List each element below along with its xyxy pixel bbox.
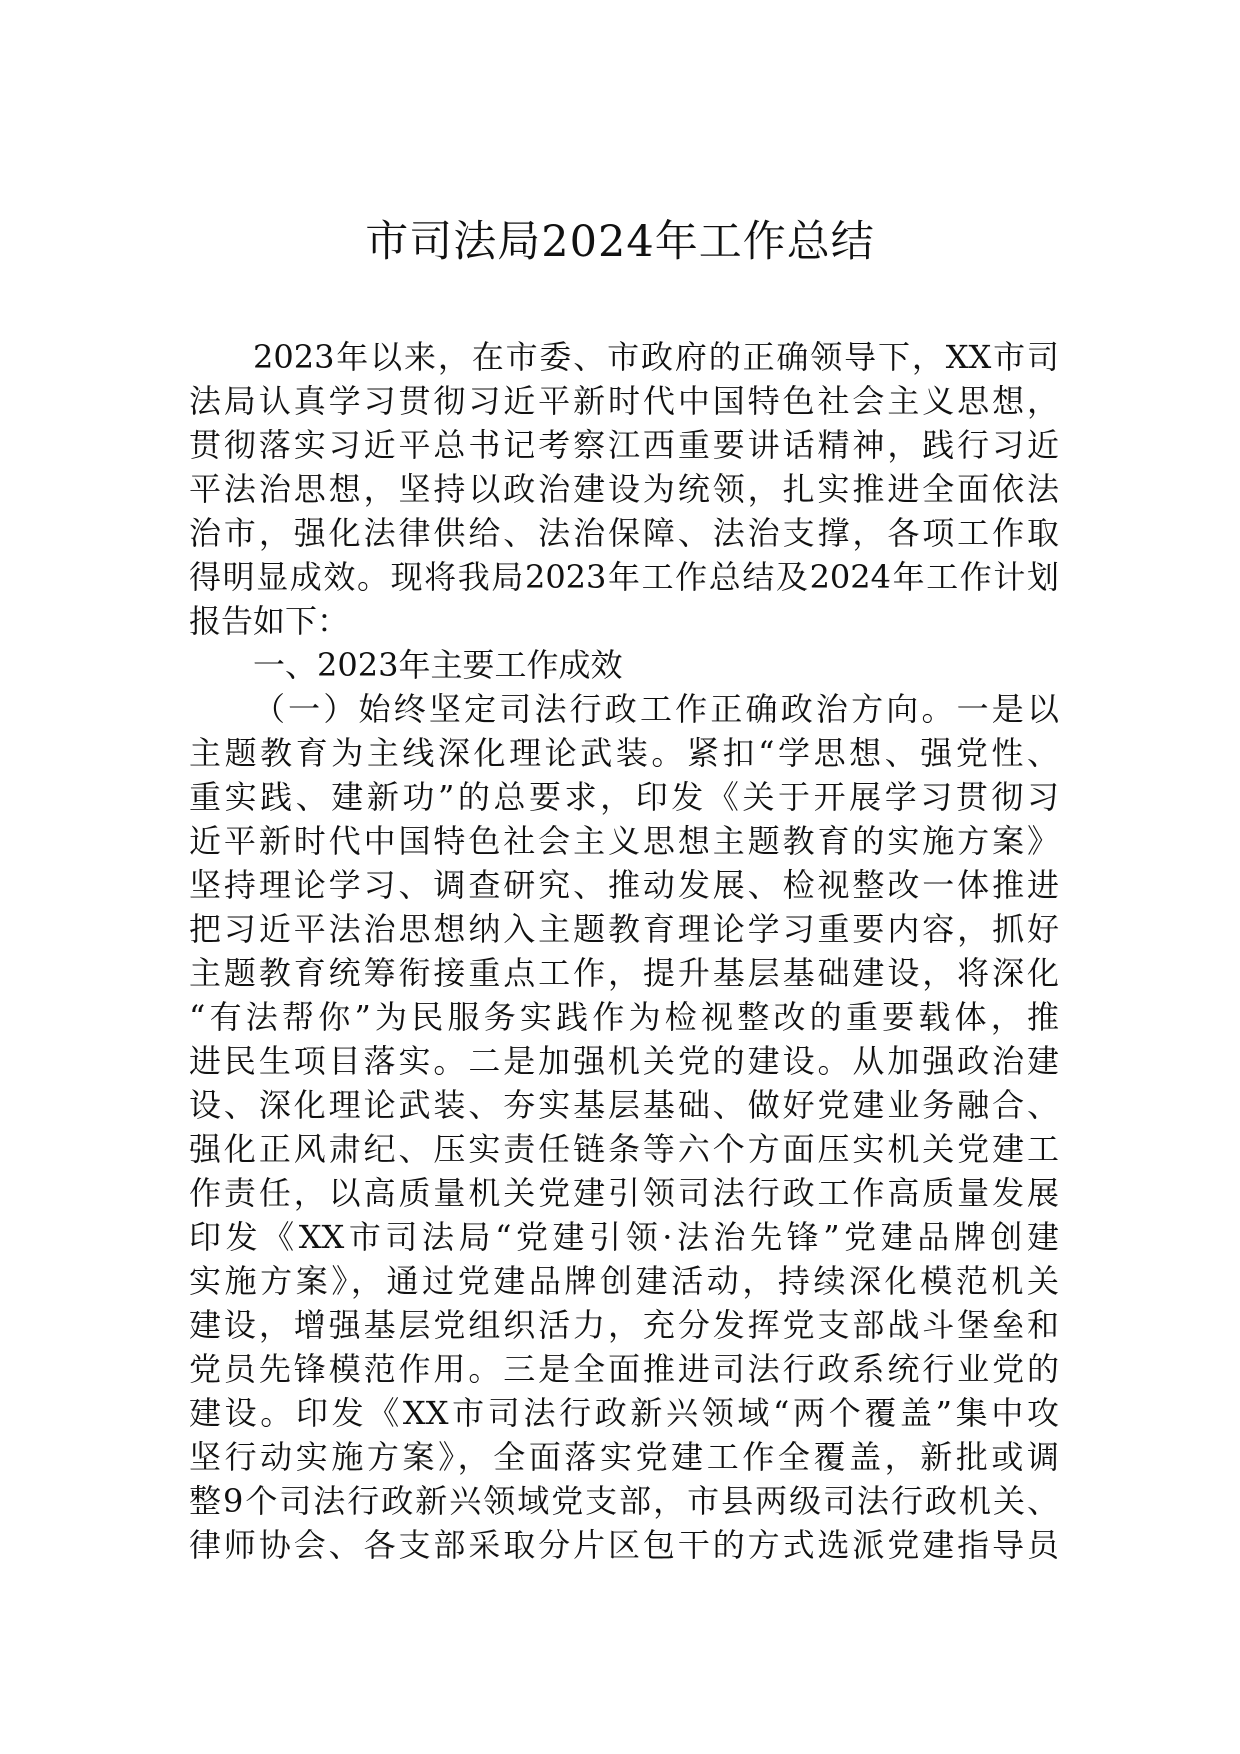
body-line: 作责任，以高质量机关党建引领司法行政工作高质量发展	[189, 1174, 1059, 1212]
body-line: 报告如下：	[189, 602, 350, 640]
document-title: 市司法局2024年工作总结	[365, 217, 875, 267]
body-line: 近平新时代中国特色社会主义思想主题教育的实施方案》	[189, 822, 1059, 860]
body-line: 法局认真学习贯彻习近平新时代中国特色社会主义思想，	[189, 382, 1059, 420]
body-line: 一、2023年主要工作成效	[253, 646, 623, 684]
body-line: 贯彻落实习近平总书记考察江西重要讲话精神，践行习近	[189, 426, 1059, 464]
body-line: 坚行动实施方案》，全面落实党建工作全覆盖，新批或调	[189, 1438, 1059, 1476]
body-line: 重实践、建新功”的总要求，印发《关于开展学习贯彻习	[189, 778, 1059, 816]
document-body	[189, 335, 1059, 1567]
body-line: “有法帮你”为民服务实践作为检视整改的重要载体，推	[189, 998, 1059, 1036]
body-line: 建设。印发《XX市司法行政新兴领域“两个覆盖”集中攻	[189, 1394, 1059, 1432]
body-line: 党员先锋模范作用。三是全面推进司法行政系统行业党的	[189, 1350, 1059, 1388]
body-line: 进民生项目落实。二是加强机关党的建设。从加强政治建	[189, 1042, 1059, 1080]
body-line: 治市，强化法律供给、法治保障、法治支撑，各项工作取	[189, 514, 1059, 552]
body-line: 律师协会、各支部采取分片区包干的方式选派党建指导员	[189, 1526, 1059, 1564]
body-line: 2023年以来，在市委、市政府的正确领导下，XX市司	[253, 338, 1059, 376]
body-line: 主题教育统筹衔接重点工作，提升基层基础建设，将深化	[189, 954, 1059, 992]
body-line: 得明显成效。现将我局2023年工作总结及2024年工作计划	[189, 558, 1059, 596]
body-line: 平法治思想，坚持以政治建设为统领，扎实推进全面依法	[189, 470, 1059, 508]
body-line: 实施方案》，通过党建品牌创建活动，持续深化模范机关	[189, 1262, 1059, 1300]
body-line: 坚持理论学习、调查研究、推动发展、检视整改一体推进	[189, 866, 1059, 904]
body-line: 主题教育为主线深化理论武装。紧扣“学思想、强党性、	[189, 734, 1059, 772]
body-line: 把习近平法治思想纳入主题教育理论学习重要内容，抓好	[189, 910, 1059, 948]
body-line: 建设，增强基层党组织活力，充分发挥党支部战斗堡垒和	[189, 1306, 1059, 1344]
body-line: 强化正风肃纪、压实责任链条等六个方面压实机关党建工	[189, 1130, 1059, 1168]
body-line: （一）始终坚定司法行政工作正确政治方向。一是以	[253, 690, 1059, 728]
body-line: 设、深化理论武装、夯实基层基础、做好党建业务融合、	[189, 1086, 1059, 1124]
body-line: 印发《XX市司法局“党建引领·法治先锋”党建品牌创建	[189, 1218, 1059, 1256]
body-line: 整9个司法行政新兴领域党支部，市县两级司法行政机关、	[189, 1482, 1059, 1520]
